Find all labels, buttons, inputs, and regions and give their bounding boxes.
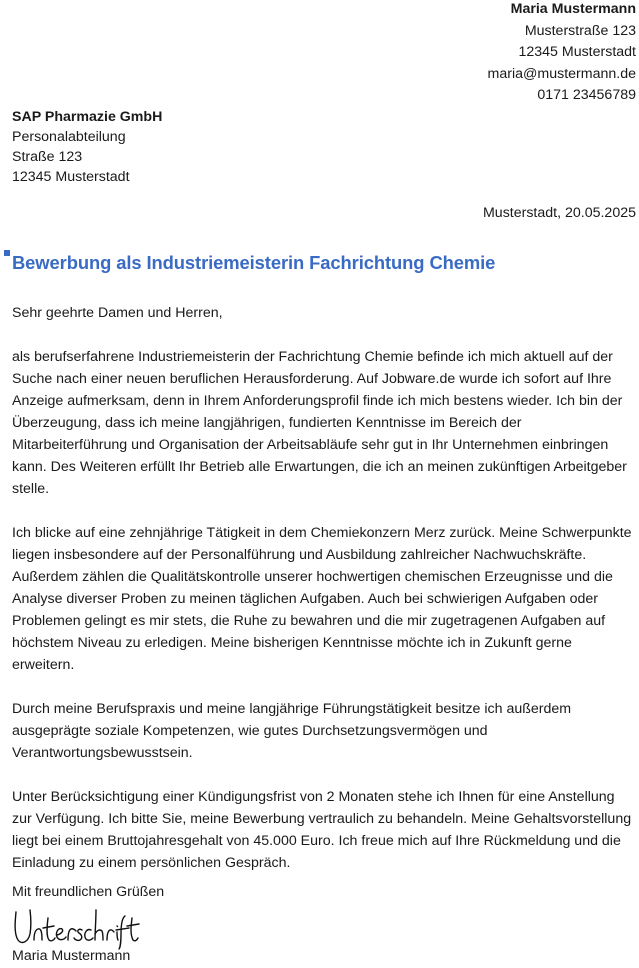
handwritten-signature <box>12 904 142 950</box>
sender-name: Maria Mustermann <box>510 1 636 17</box>
recipient-city: 12345 Musterstadt <box>12 169 130 185</box>
date-line: Musterstadt, 20.05.2025 <box>482 205 636 221</box>
letter-body <box>12 302 634 896</box>
subject-heading: Bewerbung als Industriemeisterin Fachrichtung Chemie <box>12 252 496 273</box>
paragraph: als berufserfahrene Industriemeisterin der Fachrichtung Chemie befinde ich mich aktuell auf der Suche nach einer neuen beruflichen Herausforderung. Auf Jobware.de wurde ich sofort auf Ihre Anzeige aufmerksam, denn in Ihrem Anforderungsprofil finde ich mich bestens wieder. Ich bin der Überzeugung, dass ich meine langjährigen, fundierten Kenntnisse im Bereich der Mitarbeiterführung und Organisation der Arbeitsabläufe sehr gut in Ihr Unternehmen einbringen kann. Des Weiteren erfüllt Ihr Betrieb alle Erwartungen, die ich an meinen zukünftigen Arbeitgeber stelle. <box>12 349 627 497</box>
signer-name: Maria Mustermann <box>12 948 131 964</box>
recipient-department: Personalabteilung <box>12 129 126 145</box>
paragraph: Unter Berücksichtigung einer Kündigungsfrist von 2 Monaten stehe ich Ihnen für eine Anstellung zur Verfügung. Ich bitte Sie, meine Bewerbung vertraulich zu behandeln. Meine Gehaltsvorstellung liegt bei einem Bruttojahresgehalt von 45.000 Euro. Ich freue mich auf Ihre Rückmeldung und die Einladung zu einem persönlichen Gespräch. <box>12 789 632 871</box>
signature-drawing <box>12 904 142 950</box>
subject-marker <box>4 250 10 256</box>
sender-address-block <box>488 0 636 107</box>
recipient-company: SAP Pharmazie GmbH <box>12 109 163 125</box>
paragraph: Ich blicke auf eine zehnjährige Tätigkeit in dem Chemiekonzern Merz zurück. Meine Schwerpunkte liegen insbesondere auf der Personalführung und Ausbildung zahlreicher Nachwuchskräfte. Außerdem zählen die Qualitätskontrolle unserer hochwertigen chemischen Erzeugnisse und die Analyse diverser Proben zu meinen täglichen Aufgaben. Auch bei schwierigen Aufgaben oder Problemen gelingt es mir stets, die Ruhe zu bewahren und die mir zugetragenen Aufgaben auf höchstem Niveau zu erledigen. Meine bisherigen Kenntnisse möchte ich in Zukunft gerne erweitern. <box>12 525 632 673</box>
recipient-street: Straße 123 <box>12 149 83 165</box>
paragraph: Durch meine Berufspraxis und meine langjährige Führungstätigkeit besitze ich außerdem ausgeprägte soziale Kompetenzen, wie gutes Durchsetzungsvermögen und Verantwortungsbewusstsein. <box>12 701 572 761</box>
recipient-address-block <box>12 107 162 187</box>
closing-phrase: Mit freundlichen Grüßen <box>12 884 165 900</box>
sender-street: Musterstraße 123 <box>524 22 636 39</box>
sender-city: 12345 Musterstadt <box>518 44 636 60</box>
salutation: Sehr geehrte Damen und Herren, <box>12 305 223 321</box>
sender-phone: 0171 23456789 <box>537 87 636 103</box>
sender-email: maria@mustermann.de <box>487 65 636 82</box>
